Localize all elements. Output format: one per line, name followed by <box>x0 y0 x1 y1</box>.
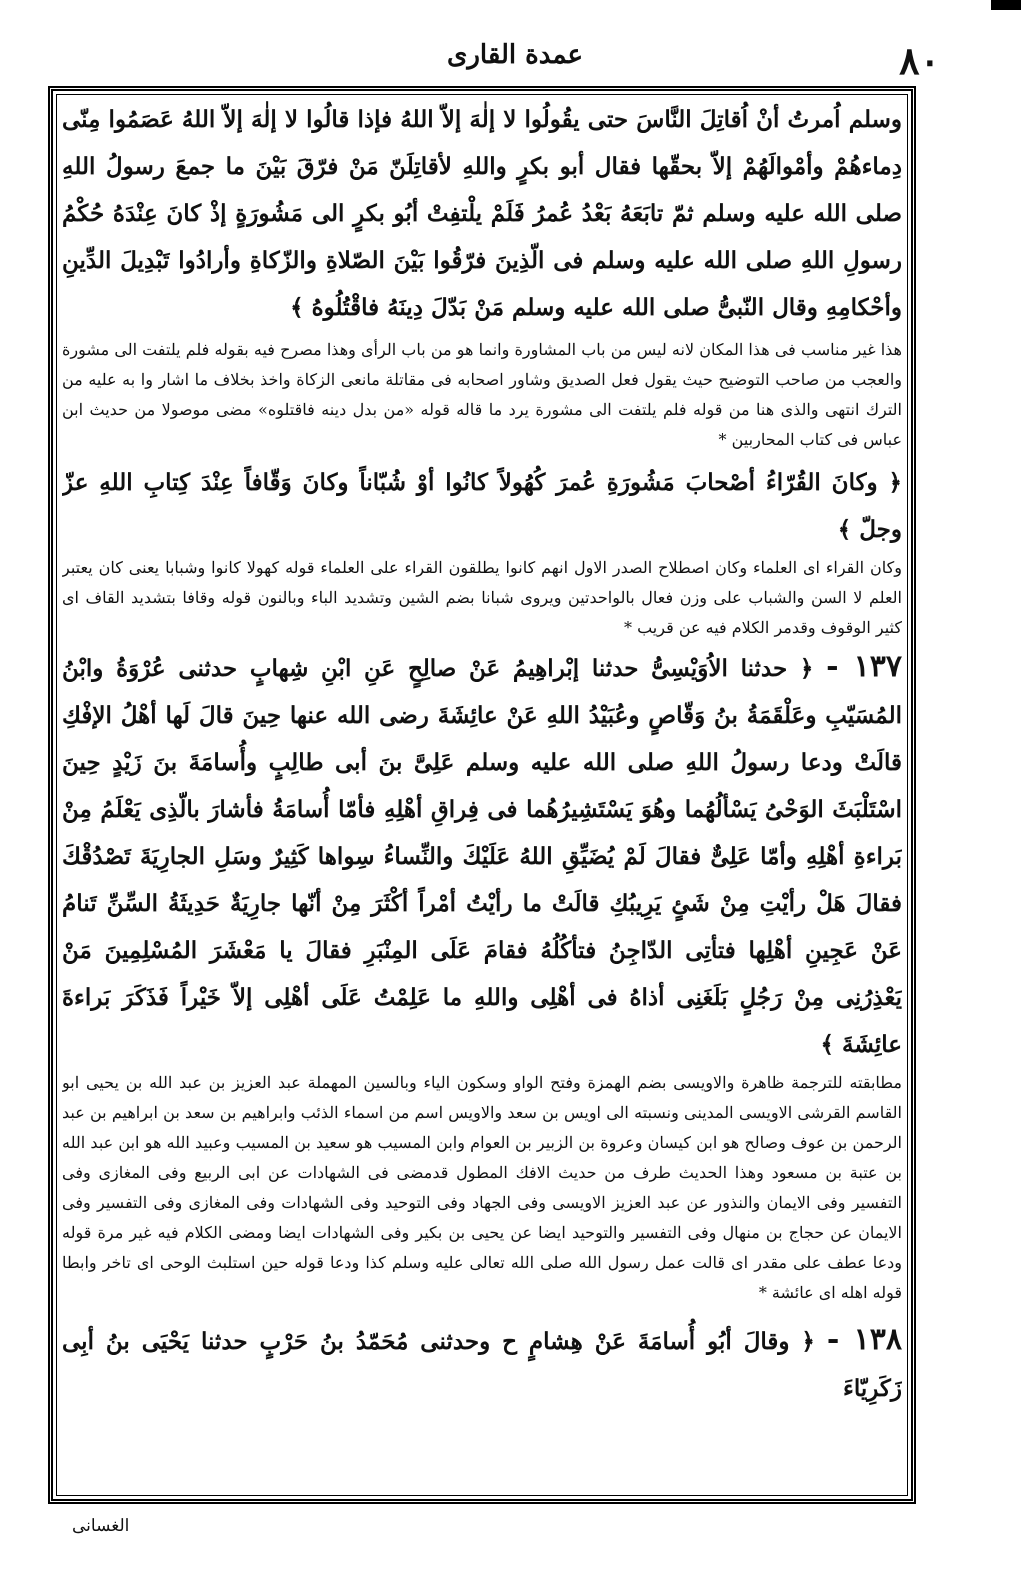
hadith-block <box>62 1316 902 1412</box>
footer-signature: الغسانی <box>72 1516 130 1536</box>
hadith-text: ﴿ وقالَ أبُو أُسامَةَ عَنْ هِشامٍ ح وحدثنى مُحَمّدُ بنُ حَرْبٍ حدثنا يَحْيَى بنُ أبِى زَكَرِيّاءَ <box>62 1328 902 1402</box>
page-body <box>62 96 902 1496</box>
page-header <box>40 40 990 90</box>
hadith-number: ۱۳۷ - <box>826 649 902 684</box>
page-number: ۸۰ <box>899 38 940 83</box>
hadith-text: ﴿ حدثنا الاُوَيْسِىُّ حدثنا إبْراهِيمُ عَنْ صالِحٍ عَنِ ابْنِ شِهابٍ حدثنى عُرْوَةُ وابْنُ المُسَيّبِ وعَلْقَمَةُ بنُ وَقّاصٍ وعُبَيْدُ اللهِ عَنْ عائِشَةَ رضى الله عنها حِينَ قالَ لَها أهْلُ الإفْكِ قالَتْ ودعا رسولُ اللهِ صلى الله عليه وسلم عَلِىَّ بنَ أبى طالِبٍ وأُسامَةَ بنَ زَيْدٍ حِينَ اسْتَلْبَثَ الوَحْىُ يَسْألُهُما وهُوَ يَسْتَشِيرُهُما فى فِراقِ أهْلِهِ فأمّا أُسامَةُ فأشارَ بالّذِى يَعْلَمُ مِنْ بَراءةِ أهْلِهِ وأمّا عَلِىٌّ فقالَ لَمْ يُضَيِّقِ اللهُ عَلَيْكَ والنِّساءُ سِواها كَثِيرٌ وسَلِ الجارِيَةَ تَصْدُقْكَ فقالَ هَلْ رأيْتِ مِنْ شَئٍ يَرِيبُكِ قالَتْ ما رأيْتُ أمْراً أكْثَرَ مِنْ أنّها جارِيَةٌ حَدِيثَةُ السِّنِّ تَنامُ عَنْ عَجِينِ أهْلِها فتأتِى الدّاجِنُ فتأكُلُهُ فقامَ عَلَى المِنْبَرِ فقالَ يا مَعْشَرَ المُسْلِمِينَ مَنْ يَعْذِرُنِى مِنْ رَجُلٍ بَلَغَنِى أذاهُ فى أهْلِى واللهِ ما عَلِمْتُ عَلَى أهْلِى إلاّ خَيْراً فَذَكَرَ بَراءةَ عائِشَةَ ﴾ <box>62 655 902 1058</box>
commentary-block: هذا غير مناسب فى هذا المكان لانه ليس من باب المشاورة وانما هو من باب الرأى وهذا مصرح فيه بقوله فلم يلتفت الى مشورة والعجب من صاحب التوضيح حيث يقول فعل الصديق وشاور اصحابه فى مقاتلة مانعى الزكاة واخذ بخلاف ما اشار وا به عليه من الترك انتهى والذى هنا من قوله فلم يلتفت الى مشورة يرد ما قاله قوله «من بدل دينه فاقتلوه» مضى موصولا من حديث ابن عباس فى كتاب المحاربين * <box>62 340 902 449</box>
corner-mark <box>991 0 1021 10</box>
commentary-block: مطابقته للترجمة ظاهرة والاويسى بضم الهمزة وفتح الواو وسكون الياء وبالسين المهملة عبد العزيز بن عبد الله بن يحيى ابو القاسم القرشى الاويسى المدينى ونسبته الى اويس بن سعد والاويس اسم من اسماء الذئب وابراهيم بن سعد بن ابراهيم بن عبد الرحمن بن عوف وصالح هو ابن كيسان وعروة بن الزبير بن العوام وابن المسيب هو سعيد بن المسيب وعبيد الله هو ابن عبد الله بن عتبة بن مسعود وهذا الحديث طرف من حديث الافك المطول قدمضى فى الشهادات عن ابى الربيع وفى المغازى وفى التفسير وفى الايمان والنذور عن عبد العزيز الاويسى وفى الجهاد وفى التوحيد وفى الشهادات وفى المغازى وفى التفسير وفى الايمان عن حجاج بن منهال وفى التفسير والتوحيد ايضا عن يحيى بن بكير وفى الشهادات ايضا ومضى الكلام فيه غير مرة قوله ودعا عطف على مقدر اى قالت عمل رسول الله صلى الله تعالى عليه وسلم كذا ودعا قوله حين استلبث الوحى اى تاخر وابطا قوله اهله اى عائشة * <box>62 1073 902 1302</box>
hadith-block <box>62 643 902 1068</box>
chapter-heading: ﴿ وكانَ القُرّاءُ أصْحابَ مَشُورَةِ عُمرَ كُهُولاً كانُوا أوْ شُبّاناً وكانَ وَقّافاً عِنْدَ كِتابِ اللهِ عزّ وجلّ ﴾ <box>62 469 902 543</box>
hadith-number: ۱۳۸ - <box>826 1322 902 1357</box>
running-head: عمدة القاری <box>447 40 583 70</box>
hadith-text-block: وسلم اُمرتُ أنْ اُقاتِلَ النَّاسَ حتى يقُولُوا لا إلٰهَ إلاّ اللهُ فإذا قالُوا لا إلٰهَ إلاّ اللهُ عَصَمُوا مِنّى دِماءهُمْ وأمْوالَهُمْ إلاّ بحقّها فقال أبو بكرٍ واللهِ لأقاتِلَنّ مَنْ فرّقَ بَيْنَ ما جمعَ رسولُ اللهِ صلى الله عليه وسلم ثمّ تابَعَهُ بَعْدُ عُمرُ فَلَمْ يلْتفِتْ أبُو بكرٍ الى مَشُورَةٍ إذْ كانَ عِنْدَهُ حُكْمُ رسولِ اللهِ صلى الله عليه وسلم فى الّذِينَ فرّقُوا بَيْنَ الصّلاةِ والزّكاةِ وأرادُوا تَبْدِيلَ الدِّينِ وأحْكامِهِ وقال النّبىُّ صلى الله عليه وسلم مَنْ بَدّلَ دِينَهُ فاقْتُلُوهُ ﴾ <box>62 106 902 321</box>
commentary-block: وكان القراء اى العلماء وكان اصطلاح الصدر الاول انهم كانوا يطلقون القراء على العلماء قوله كهولا كانوا وشبابا يعنى كان يعتبر العلم لا السن والشباب على وزن فعال بالواحدتين ويروى شبانا بضم الشين وتشديد الباء وبالنون قوله وقافا بتشديد القاف اى كثير الوقوف وقدمر الكلام فيه عن قريب * <box>62 558 902 637</box>
